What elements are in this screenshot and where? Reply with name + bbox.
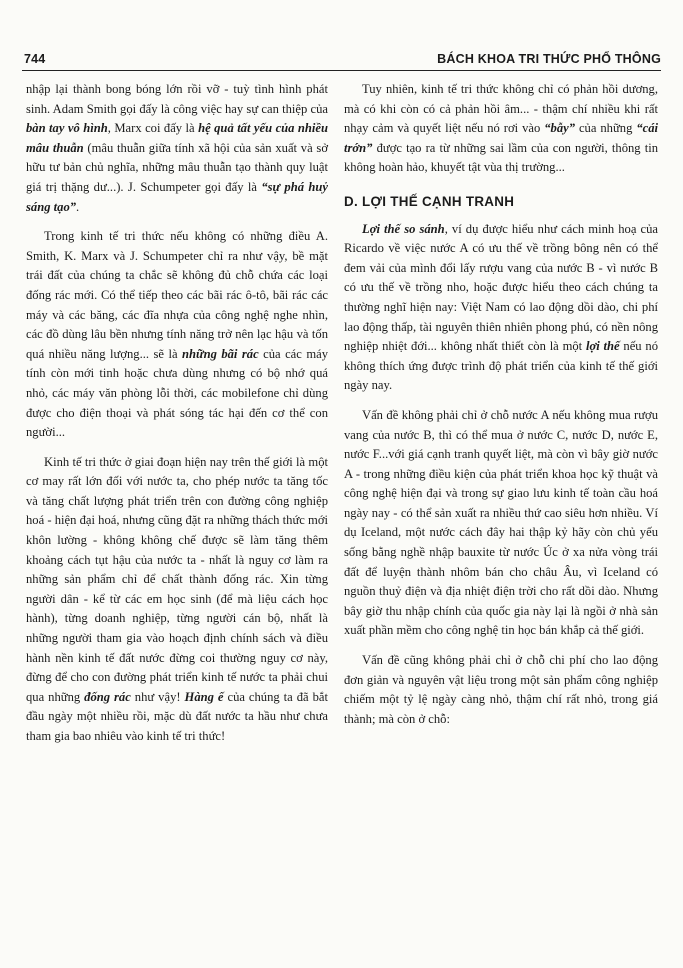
- emphasis-text: lợi thế: [585, 339, 620, 354]
- emphasis-text: đống rác: [84, 689, 131, 704]
- text-run: Vấn đề không phải chỉ ở chỗ nước A nếu không mua rượu vang của nước B, thì có thể mua ở nước C, nước D, nước E, nước F...với giá cạnh tranh quyết liệt, mà còn vì bây giờ nước A - trong những điều kiện của phát triển khoa học kỹ thuật và công nghệ hiện đại và trong sự giao lưu kinh tế toàn cầu hoá ngày nay - có thể sản xuất ra nhiều thứ cao siêu hơn nhiều. Ví dụ Iceland, một nước cách đây hai thập kỷ hãy còn chủ yếu sống bằng nghề nhập bauxite từ nước Úc ở xa nửa vòng trái đất để luyện thành nhôm bán cho châu Âu, vì Iceland có nguồn thuỷ điện và địa nhiệt điện trời cho rất dồi dào. Nhưng bây giờ thu nhập chính của quốc gia này lại là ngồi ở nhà sản xuất phần mềm cho công nghệ tin học bán khắp cả thế giới.: [344, 407, 658, 638]
- left-column: [26, 80, 328, 747]
- emphasis-text: “sự phá huỷ sáng tạo”: [26, 179, 328, 214]
- text-run: .: [76, 199, 80, 214]
- text-run: được tạo ra từ những sai lầm của con người, thông tin không hoàn hảo, khuyết tật vùa thị trường...: [344, 140, 658, 175]
- text-run: , ví dụ được hiểu như cách minh hoạ của Ricardo về việc nước A có ưu thế về trồng bông nên có thể đem vải của mình đổi lấy rượu vang của nước B - vì nước B có ưu thế về trồng nho, hoặc được hiểu theo cách chúng ta thường nghĩ hiện nay: Việt Nam có lao động dồi dào, chi phí lao động thấp, tài nguyên thiên nhiên phong phú, có nền nông nghiệp nhiệt đới... không nhất thiết còn là một: [344, 221, 658, 354]
- paragraph: [344, 651, 658, 729]
- text-run: (mâu thuẫn giữa tính xã hội của sản xuất và sở hữu tư bản chủ nghĩa, những mâu thuẫn tạo thành quy luật giá trị thặng dư...). J. Schumpeter gọi đấy là: [26, 140, 328, 194]
- right-column: [344, 80, 658, 729]
- text-run: Kinh tế tri thức ở giai đoạn hiện nay trên thế giới là một cơ may rất lớn đối với nước ta, cho phép nước ta tăng tốc và tăng chất lượng phát triển trên con đường công nghiệp hoá - hiện đại hoá, nhưng cũng đặt ra những thách thức mới khôn lường - không không chế được sẽ làm tăng thêm khoảng cách tụt hậu của nước ta - nhất là nguy cơ làm ra những sản phẩm chỉ để chất thành đống rác. Xin từng người dân - kể từ các em học sinh (để mà liệu cách học hành), từng doanh nghiệp, từng người cán bộ, nhất là những người tham gia vào hoạch định chính sách và điều hành nền kinh tế đất nước đừng coi thường nguy cơ này, đừng để cho con đường phát triển kinh tế nước ta phải chui qua những: [26, 454, 328, 704]
- emphasis-text: bàn tay vô hình: [26, 121, 108, 136]
- text-run: nhập lại thành bong bóng lớn rồi vỡ - tuỳ tình hình phát sinh. Adam Smith gọi đấy là công việc hay sự can thiệp của: [26, 82, 328, 116]
- emphasis-text: Lợi thế so sánh: [362, 221, 445, 236]
- text-run: Trong kinh tế tri thức nếu không có những điều A. Smith, K. Marx và J. Schumpeter chỉ ra như vậy, bề mặt trái đất của chúng ta chắc sẽ không đủ chỗ chứa các loại đống rác mới. Có thể tiếp theo các bãi rác ô-tô, bãi rác các máy và các băng, các đĩa nhựa của công nghệ nghe nhìn, các đồ dùng lâu bền nhưng tính năng trở nên lạc hậu và tốn quá nhiều năng lượng... sẽ là: [26, 229, 328, 361]
- text-run: của những: [575, 121, 637, 136]
- paragraph: [26, 453, 328, 747]
- text-run: như vậy!: [130, 689, 185, 704]
- emphasis-text: Hàng ế: [184, 689, 224, 704]
- running-title: BÁCH KHOA TRI THỨC PHỔ THÔNG: [437, 52, 661, 66]
- emphasis-text: “cái trớn”: [344, 121, 659, 155]
- text-run: của chúng ta đã bắt đầu ngày một nhiều rồi, mặc dù đất nước ta hầu như chưa tham gia bao nhiêu vào kinh tế tri thức!: [26, 689, 328, 743]
- page-header: [22, 52, 661, 70]
- text-run: , Marx coi đấy là: [107, 121, 199, 136]
- text-run: Vấn đề cũng không phải chỉ ở chỗ chi phí cho lao động đơn giản và nguyên vật liệu trong một sản phẩm công nghiệp chiếm một tỷ lệ ngày càng nhỏ, thậm chí rất nhỏ, trong giá thành; mà còn ở chỗ:: [344, 653, 658, 726]
- emphasis-text: “bẫy”: [544, 121, 575, 136]
- paragraph: [26, 227, 328, 443]
- paragraph: [344, 220, 658, 396]
- emphasis-text: hệ quả tất yếu của nhiều mâu thuẫn: [26, 121, 329, 155]
- emphasis-text: những bãi rác: [182, 346, 259, 361]
- paragraph: [344, 406, 658, 641]
- text-run: Tuy nhiên, kinh tế tri thức không chỉ có phản hồi dương, mà có khi còn có cả phản hồi âm... - thậm chí nhiều khi rất nhạy cảm và quyết liệt nếu nó rơi vào: [344, 82, 658, 136]
- paragraph: [344, 80, 658, 178]
- page-number: 744: [24, 52, 46, 66]
- text-run: nếu nó không thích ứng được trình độ phát triển của kinh tế thế giới ngày nay.: [344, 339, 659, 393]
- text-run: của các máy tính còn mới tinh hoặc chưa dùng nhưng có bộ nhớ quá nhỏ, các máy văn phòng lỗi thời, các mobilefone chỉ dùng được cho điện thoại và phát sóng tác hại đến cơ thể con người...: [26, 346, 328, 440]
- header-rule: [22, 70, 661, 71]
- paragraph: [26, 80, 328, 217]
- section-heading: D. LỢI THẾ CẠNH TRANH: [344, 193, 515, 209]
